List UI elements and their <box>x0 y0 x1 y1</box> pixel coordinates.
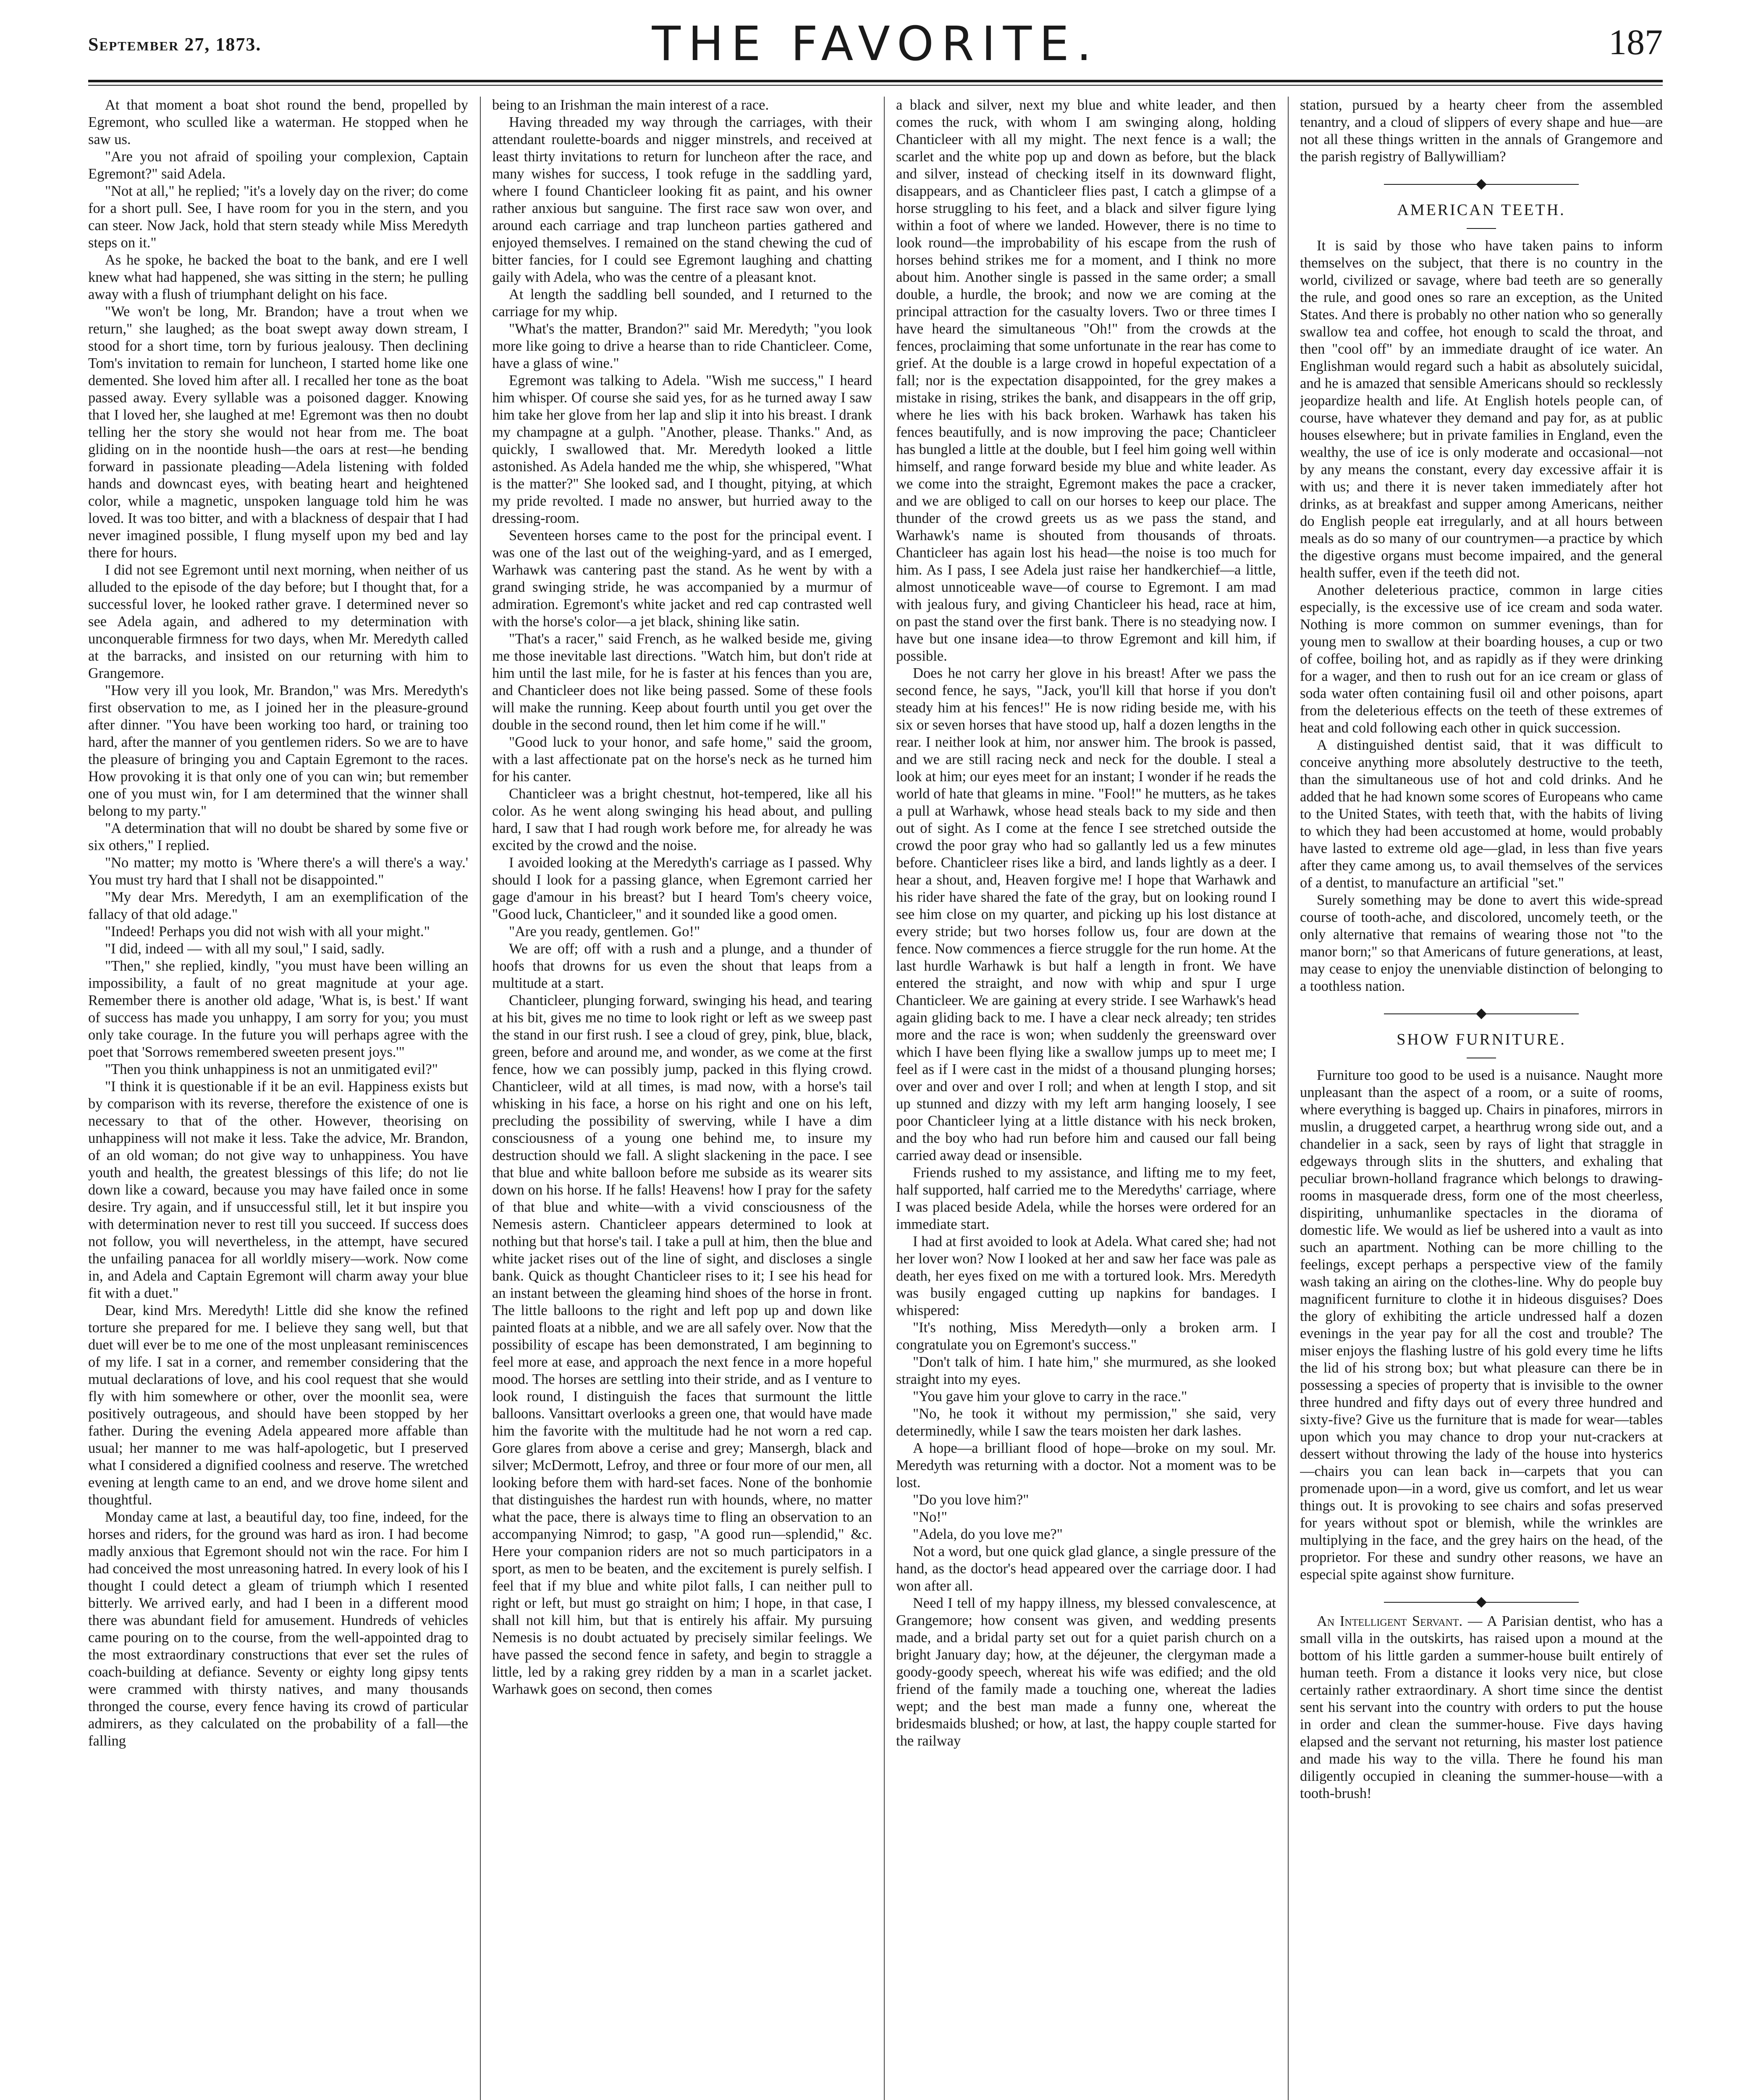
paragraph: "No!" <box>913 1509 947 1525</box>
section-divider <box>1300 178 1663 191</box>
paragraph: "Are you not afraid of spoiling your complexion, Captain Egremont?" said Adela. <box>88 149 468 182</box>
paragraph: At that moment a boat shot round the bend, propelled by Egremont, who sculled like a waterman. He stopped when he saw us. <box>88 97 468 147</box>
paragraph: Dear, kind Mrs. Meredyth! Little did she know the refined torture she prepared for me. I believe they sang well, but that duet will ever be to me one of the most unpleasant reminiscences of my life. I sat in a corner, and remember considering that the mutual declarations of love, and his cool request that she would fly with him somewhere or other, over the moonlit sea, were positively outrageous, and should have been stopped by her father. During the evening Adela appeared more affable than usual; her manner to me was half-apologetic, but I preserved what I considered a dignified coolness and reserve. The wretched evening at length came to an end, and we drove home silent and thoughtful. <box>88 1302 468 1508</box>
ornament-diamond <box>1476 179 1486 189</box>
paragraph: Furniture too good to be used is a nuisance. Naught more unpleasant than the aspect of a room, or a suite of rooms, where everything is bagged up. Chairs in pinafores, mirrors in muslin, a druggeted carpet, a hearthrug wrong side out, and a chandelier in a sack, seen by rays of light that straggle in edgeways through slits in the shutters, and exhaling that peculiar brown-holland fragrance which belongs to drawing-rooms in masquerade dress, form one of the most cheerless, dispiriting, unhumanlike spectacles in the diorama of domestic life. We would as lief be ushered into a vault as into such an apartment. Nothing can be more chilling to the feelings, except perhaps a perspective view of the family wash taking an airing on the clothes-line. Why do people buy magnificent furniture to clothe it in hideous disguises? Does the glory of exhibiting the article undressed half a dozen evenings in the year pay for all the cost and trouble? The miser enjoys the flashing lustre of his gold every time he lifts the lid of his strong box; but what pleasure can there be in possessing a species of property that is invisible to the owner three hundred and fifty days out of every three hundred and sixty-five? Give us the furniture that is made for wear—tables upon which you may chance to drop your nut-crackers at dessert without throwing the lady of the house into hysterics—chairs you can lean back in—carpets that you can promenade upon—in a word, give us comfort, and let us wear things out. It is provoking to see chairs and sofas preserved for years without spot or blemish, while the wrinkles are multiplying in the face, and the grey hairs on the head, of the proprietor. For these and sundry other reasons, we have an especial spite against show furniture. <box>1300 1067 1663 1583</box>
paragraph: Not a word, but one quick glad glance, a single pressure of the hand, as the doctor's head appeared over the carriage door. I had won after all. <box>896 1544 1276 1594</box>
paragraph: "Indeed! Perhaps you did not wish with all your might." <box>105 924 430 940</box>
paragraph: "How very ill you look, Mr. Brandon," was Mrs. Meredyth's first observation to me, as I joined her in the pleasure-ground after dinner. "You have been working too hard, or training too hard, after the manner of you gentlemen riders. So we are to have the pleasure of bringing you and Captain Egremont to the races. How provoking it is that only one of you can win; but remember one of you must win, for I am determined that the winner shall belong to my party." <box>88 682 468 819</box>
paragraph: being to an Irishman the main interest of a race. <box>492 97 769 113</box>
paragraph: "We won't be long, Mr. Brandon; have a trout when we return," she laughed; as the boat swept away down stream, I stood for a short time, torn by furious jealousy. Then declining Tom's invitation to remain for luncheon, I started home like one demented. She loved him after all. I recalled her tone as the boat passed away. Every syllable was a poisoned dagger. Knowing that I loved her, she laughed at me! Egremont was then no doubt telling her the story she would not hear from me. The boat gliding on in the noontide hush—the oars at rest—he bending forward in passionate pleading—Adela listening with folded hands and downcast eyes, with beating heart and heightened color, while a magnetic, unspoken language told him he was loved. It was too bitter, and with a blackness of despair that I had never imagined possible, I flung myself upon my bed and lay there for hours. <box>88 304 468 561</box>
paragraph: "What's the matter, Brandon?" said Mr. Meredyth; "you look more like going to drive a hearse than to ride Chanticleer. Come, have a glass of wine." <box>492 321 872 371</box>
paragraph: "No, he took it without my permission," she said, very determinedly, while I saw the tears moisten her dark lashes. <box>896 1406 1276 1439</box>
section-heading-show-furniture: SHOW FURNITURE. <box>1397 1031 1566 1048</box>
section-divider <box>1300 1008 1663 1020</box>
paragraph: "My dear Mrs. Meredyth, I am an exemplification of the fallacy of that old adage." <box>88 889 468 922</box>
paragraph: "Are you ready, gentlemen. Go!" <box>509 924 700 940</box>
paragraph: Surely something may be done to avert this wide-spread course of tooth-ache, and discolored, uncomely teeth, or the only alternative that remains of wearing those not "to the manor born;" so that Americans of future generations, at least, may cease to enjoy the unenviable distinction of belonging to a toothless nation. <box>1300 892 1663 994</box>
column-separator <box>1288 97 1289 2100</box>
section-divider <box>1300 1596 1663 1609</box>
paragraph: "I think it is questionable if it be an evil. Happiness exists but by comparison with its reverse, therefore the existence of one is necessary to that of the other. However, theorising on unhappiness will not make it less. Take the advice, Mr. Brandon, of an old woman; do not give way to unhappiness. You have youth and health, the greatest blessings of this life; do not lie down like a coward, because you may have failed once in some desire. Try again, and if unsuccessful still, let it but inspire you with determination never to rest till you succeed. If success does not follow, you will nevertheless, in the attempt, have secured the unfailing panacea for all worldly misery—work. Now come in, and Adela and Captain Egremont will charm away your blue fit with a duet." <box>88 1079 468 1301</box>
paragraph: "No matter; my motto is 'Where there's a will there's a way.' You must try hard that I shall not be disappointed." <box>88 855 468 888</box>
ornament-diamond <box>1476 1597 1486 1607</box>
paragraph: "Adela, do you love me?" <box>913 1526 1063 1542</box>
paragraph: "Good luck to your honor, and safe home," said the groom, with a last affectionate pat on the horse's neck as he turned him for his canter. <box>492 734 872 785</box>
paragraph: "It's nothing, Miss Meredyth—only a broken arm. I congratulate you on Egremont's success." <box>896 1320 1276 1353</box>
column-3 <box>896 97 1276 2100</box>
paragraph: Having threaded my way through the carriages, with their attendant roulette-boards and nigger minstrels, and received at least thirty invitations to return for luncheon after the race, and many wishes for success, I took refuge in the saddling yard, where I found Chanticleer looking fit as paint, and his owner rather anxious but sanguine. The first race saw won over, and around each carriage and trap luncheon parties gathered and enjoyed themselves. I remained on the stand chewing the cud of bitter fancies, for I could see Egremont laughing and chatting gaily with Adela, who was the centre of a pleasant knot. <box>492 114 872 285</box>
section-heading-american-teeth: AMERICAN TEETH. <box>1397 201 1566 219</box>
paragraph: "A determination that will no doubt be shared by some five or six others," I replied. <box>88 820 468 853</box>
page-number: 187 <box>1609 22 1663 62</box>
issue-date: September 27, 1873. <box>88 34 262 55</box>
paragraph: Chanticleer was a bright chestnut, hot-tempered, like all his color. As he went along swinging his head about, and pulling hard, I saw that I had rough work before me, for already he was excited by the crowd and the noise. <box>492 786 872 853</box>
heading-underline <box>1467 228 1496 229</box>
masthead <box>88 17 1663 80</box>
paragraph: Chanticleer, plunging forward, swinging his head, and tearing at his bit, gives me no time to look right or left as we sweep past the stand in our first rush. I see a cloud of grey, pink, blue, black, green, before and around me, and wonder, as we come at the first fence, how we can possibly jump, packed in this flying crowd. Chanticleer, wild at all times, is mad now, with a horse's tail whisking in his face, a horse on his right and one on his left, precluding the possibility of swerving, while I have a dim consciousness of a young one behind me, to insure my destruction should we fall. A slight slackening in the pace. I see that blue and white balloon before me subside as its wearer sits down on his horse. If he falls! Heavens! how I pray for the safety of that blue and white—with a vivid consciousness of the Nemesis astern. Chanticleer appears determined to look at nothing but that horse's tail. I take a pull at him, then the blue and white jacket rises out of the line of sight, and discloses a single bank. Quick as thought Chanticleer rises to it; I see his head for an instant between the gleaming hind shoes of the horse in front. The little balloons to the right and left pop up and down like painted floats at a nibble, and we are all safely over. Now that the possibility of escape has been demonstrated, I am beginning to feel more at ease, and approach the next fence in a more hopeful mood. The horses are settling into their stride, and as I venture to look round, I distinguish the faces that surmount the little balloons. Vansittart overlooks a green one, that would have made him the favorite with the multitude had he not worn a red cap. Gore glares from above a cerise and grey; Mansergh, black and silver; McDermott, Lefroy, and three or four more of our men, all looking before them with hard-set faces. None of the bonhomie that distinguishes the hardest run with hounds, where, no matter what the pace, there is always time to fling an observation to an accompanying Nimrod; to gasp, "A good run—splendid," &c. Here your companion riders are not so much participators in a sport, as men to be beaten, and the excitement is purely selfish. I feel that if my blue and white pilot falls, I can neither pull to right or left, but must go straight on him; I hope, in that case, I shall not kill him, but that is entirely his affair. My pursuing Nemesis is no doubt actuated by precisely similar feelings. We have passed the second fence in safety, and begin to straggle a little, led by a raking grey ridden by a man in a scarlet jacket. Warhawk goes on second, then comes <box>492 992 872 1697</box>
column-separator <box>480 97 481 2100</box>
paragraph: "Then," she replied, kindly, "you must have been willing an impossibility, a fault of no great magnitude at your age. Remember there is another old adage, 'What is, is best.' If want of success has made you unhappy, I am sorry for you; you must only take courage. In the future you will perhaps agree with the poet that 'Sorrows remembered sweeten present joys.'" <box>88 958 468 1060</box>
paragraph: a black and silver, next my blue and white leader, and then comes the ruck, with whom I am swinging along, holding Chanticleer with all my might. The next fence is a wall; the scarlet and the white pop up and down as before, but the black and silver, instead of checking itself in its downward flight, disappears, and as Chanticleer flies past, I catch a glimpse of a horse struggling to his feet, and a black and silver figure lying within a foot of where we landed. However, there is no time to look round—the improbability of his escape from the rush of horses behind strikes me for a moment, and I think no more about him. Another single is passed in the same order; a small double, a hurdle, the brook; and now we are coming at the principal attraction for the casualty lovers. Two or three times I have heard the simultaneous "Oh!" from the crowds at the fences, proclaiming that some unfortunate in the rear has come to grief. At the double is a large crowd in hopeful expectation of a fall; nor is the expectation disappointed, for the grey makes a mistake in rising, strikes the bank, and disappears in the off grip, where he lies with his back broken. Warhawk has taken his fences beautifully, and is now improving the pace; Chanticleer has bungled a little at the double, but I feel him going well within himself, and range forward beside my blue and white leader. As we come into the straight, Egremont makes the pace a cracker, and we are obliged to call on our horses to keep our place. The thunder of the crowd greets us as we pass the stand, and Warhawk's name is shouted from thousands of throats. Chanticleer has again lost his head—the noise is too much for him. As I pass, I see Adela just raise her handkerchief—a little, almost unnoticeable wave—of course to Egremont. I am mad with jealous fury, and giving Chanticleer his head, race at him, on past the stand over the first bank. There is no steadying now. I have but one insane idea—to throw Egremont and kill him, if possible. <box>896 97 1276 664</box>
column-2 <box>492 97 872 2100</box>
masthead-rule-thin <box>88 85 1663 86</box>
paragraph: I did not see Egremont until next morning, when neither of us alluded to the episode of the day before; but I thought that, for a successful lover, he looked rather grave. I determined never so see Adela again, and adhered to my determination with unconquerable firmness for two days, when Mr. Meredyth called at the barracks, and insisted on our returning with him to Grangemore. <box>88 562 468 681</box>
paragraph <box>1300 1613 1663 1802</box>
paragraph: "Don't talk of him. I hate him," she murmured, as she looked straight into my eyes. <box>896 1354 1276 1387</box>
newspaper-title: THE FAVORITE. <box>652 17 1099 71</box>
paragraph: Need I tell of my happy illness, my blessed convalescence, at Grangemore; how consent was given, and wedding presents made, and a bridal party set out for a quiet parish church on a bright January day; how, at the déjeuner, the clergyman made a goody-goody speech, whereat his wife was edified; and the old friend of the family made a touching one, whereat the ladies wept; and the best man made a funny one, whereat the bridesmaids blushed; or how, at last, the happy couple started for the railway <box>896 1595 1276 1749</box>
paragraph: "You gave him your glove to carry in the race." <box>913 1389 1187 1404</box>
masthead-rule-thick <box>88 80 1663 82</box>
paragraph: Monday came at last, a beautiful day, too fine, indeed, for the horses and riders, for the ground was hard as iron. I had become madly anxious that Egremont should not win the race. For him I had conceived the most unreasoning hatred. In every look of his I thought I could detect a gleam of triumph which I resented bitterly. We arrived early, and had I been in a different mood there was abundant field for amusement. Hundreds of vehicles came pouring on to the course, from the well-appointed drag to the most extraordinary constructions that ever set the rules of coach-building at defiance. Seventy or eighty long gipsy tents were crammed with thirsty natives, and many thousands thronged the course, every fence having its crowd of particular admirers, as they calculated on the probability of a fall—the falling <box>88 1509 468 1749</box>
paragraph: Egremont was talking to Adela. "Wish me success," I heard him whisper. Of course she said yes, for as he turned away I saw him take her glove from her lap and slip it into his breast. I drank my champagne at a gulph. "Another, please. Thanks." And, as quickly, I swallowed that. Mr. Meredyth looked a little astonished. As Adela handed me the whip, she whispered, "What is the matter?" She looked sad, and I thought, pitying, at which my pride revolted. I made no answer, but hurried away to the dressing-room. <box>492 373 872 526</box>
paragraph: I had at first avoided to look at Adela. What cared she; had not her lover won? Now I looked at her and saw her face was pale as death, her eyes fixed on me with a tortured look. Mrs. Meredyth was busily engaged cutting up napkins for bandages. I whispered: <box>896 1234 1276 1318</box>
paragraph: It is said by those who have taken pains to inform themselves on the subject, that there is no country in the world, civilized or savage, where bad teeth are so generally the rule, and good ones so rare an exception, as the United States. And there is probably no other nation who so generally swallow tea and coffee, hot enough to scald the throat, and then "cool off" by an immediate draught of ice water. An Englishman would regard such a habit as absolutely suicidal, and he is amazed that sensible Americans should so recklessly jeopardize health and life. At English hotels people can, of course, have whatever they demand and pay for, as at public houses elsewhere; but in private families in England, even the wealthy, the use of ice is only moderate and occasional—not by any means the constant, every day excessive affair it is with us; and there it is never taken immediately after hot drinks, as at breakfast and supper among Americans, neither do English people eat irregularly, and at all hours between meals as do so many of our countrymen—a practice by which the digestive organs must become impaired, and the general health suffer, even if the teeth did not. <box>1300 238 1663 581</box>
paragraph: "Not at all," he replied; "it's a lovely day on the river; do come for a short pull. See, I have room for you in the stern, and you can steer. Now Jack, hold that stern steady while Miss Meredyth steps on it." <box>88 183 468 251</box>
column-4 <box>1300 97 1663 2100</box>
paragraph: Seventeen horses came to the post for the principal event. I was one of the last out of the weighing-yard, and as I emerged, Warhawk was cantering past the stand. As he went by with a grand swinging stride, he was accompanied by a murmur of admiration. Egremont's white jacket and red cap contrasted well with the horse's color—a jet black, shining like satin. <box>492 528 872 630</box>
paragraph: "I did, indeed — with all my soul," I said, sadly. <box>105 941 385 957</box>
paragraph: We are off; off with a rush and a plunge, and a thunder of hoofs that drowns for us even the shout that leaps from a multitude at a start. <box>492 941 872 991</box>
paragraph: "Do you love him?" <box>913 1492 1029 1508</box>
paragraph: Another deleterious practice, common in large cities especially, is the excessive use of ice cream and soda water. Nothing is more common on summer evenings, than for young men to swallow at their boarding houses, a cup or two of coffee, boiling hot, and as rapidly as if they were drinking for a wager, and then to rush out for an ice cream or glass of soda water often containing fusil oil and other poisons, apart from the deleterious effects on the teeth of these extremes of heat and cold following each other in quick succession. <box>1300 582 1663 736</box>
paragraph: I avoided looking at the Meredyth's carriage as I passed. Why should I look for a passing glance, when Egremont carried her gage d'amour in his breast? but I heard Tom's cheery voice, "Good luck, Chanticleer," and it sounded like a good omen. <box>492 855 872 922</box>
article-columns <box>88 97 1663 2100</box>
newspaper-page <box>88 17 1663 2100</box>
paragraph: Friends rushed to my assistance, and lifting me to my feet, half supported, half carried me to the Meredyths' carriage, where I was placed beside Adela, while the horses were ordered for an immediate start. <box>896 1165 1276 1232</box>
ornament-diamond <box>1476 1008 1486 1019</box>
column-separator <box>884 97 885 2100</box>
paragraph: As he spoke, he backed the boat to the bank, and ere I well knew what had happened, she was sitting in the stern; he pulling away with a flush of triumphant delight on his face. <box>88 252 468 302</box>
paragraph: station, pursued by a hearty cheer from the assembled tenantry, and a cloud of slippers of every shape and hue—are not all these things written in the annals of Grangemore and the parish registry of Ballywilliam? <box>1300 97 1663 165</box>
item-body: — A Parisian dentist, who has a small villa in the outskirts, has raised upon a mound at the bottom of his little garden a summer-house built entirely of human teeth. From a distance it looks very nice, but close certainly rather extraordinary. A short time since the dentist sent his servant into the country with orders to put the house in order and clean the summer-house. Five days having elapsed and the servant not returning, his master lost patience and made his way to the villa. There he found his man diligently occupied in cleaning the summer-house—with a tooth-brush! <box>1300 1613 1663 1801</box>
paragraph: At length the saddling bell sounded, and I returned to the carriage for my whip. <box>492 286 872 320</box>
paragraph: "Then you think unhappiness is not an unmitigated evil?" <box>105 1061 438 1077</box>
paragraph: A distinguished dentist said, that it was difficult to conceive anything more absolutely destructive to the teeth, than the simultaneous use of hot and cold drinks. And he added that he had known some scores of Europeans who came to the United States, with teeth that, with the habits of living to which they had been accustomed at home, would probably have lasted to extreme old age—glad, in less than five years after they came among us, to avail themselves of the services of a dentist, to manufacture an artificial "set." <box>1300 737 1663 891</box>
paragraph: Does he not carry her glove in his breast! After we pass the second fence, he says, "Jack, you'll kill that horse if you don't steady him at his fences!" He is now riding beside me, with his six or seven horses that have stood up, half a dozen lengths in the rear. I neither look at him, nor answer him. The brook is passed, and we are still racing neck and neck for the double. I steal a look at him; our eyes meet for an instant; I wonder if he reads the world of hate that gleams in mine. "Fool!" he mutters, as he takes a pull at Warhawk, whose head steals back to my side and then out of sight. As I come at the fence I see stretched outside the crowd the poor gray who had so gallantly led us a few minutes before. Chanticleer rises like a bird, and lands lightly as a deer. I hear a shout, and, Heaven forgive me! I hope that Warhawk and his rider have shared the fate of the gray, but on looking round I see him close on my quarter, and picking up his lost distance at every stride; but two horses follow us, four are down at the fence. Now commences a fierce struggle for the run home. At the last hurdle Warhawk is but half a length in front. We have entered the straight, and now with whip and spur I urge Chanticleer. We are gaining at every stride. I see Warhawk's head again gliding back to me. I have a clear neck already; ten strides more and the race is won; when suddenly the greensward over which I have been flying like a swallow jumps up to meet me; I feel as if I were cast in the midst of a thousand plunging horses; over and over and over I roll; and when at length I stop, and sit up stunned and dizzy with my left arm hanging loosely, I see poor Chanticleer lying at a little distance with his neck broken, and the boy who had run before him and caused our fall being carried away dead or insensible. <box>896 665 1276 1163</box>
paragraph: A hope—a brilliant flood of hope—broke on my soul. Mr. Meredyth was returning with a doctor. Not a moment was to be lost. <box>896 1440 1276 1491</box>
item-lead-title: An Intelligent Servant. <box>1317 1613 1463 1629</box>
column-1 <box>88 97 468 2100</box>
paragraph: "That's a racer," said French, as he walked beside me, giving me those inevitable last directions. "Watch him, but don't ride at him until the last mile, for he is faster at his fences than you are, and Chanticleer does not like being passed. Some of these fools will make the running. Keep about fourth until you get over the double in the second round, then let him come if he will." <box>492 631 872 733</box>
